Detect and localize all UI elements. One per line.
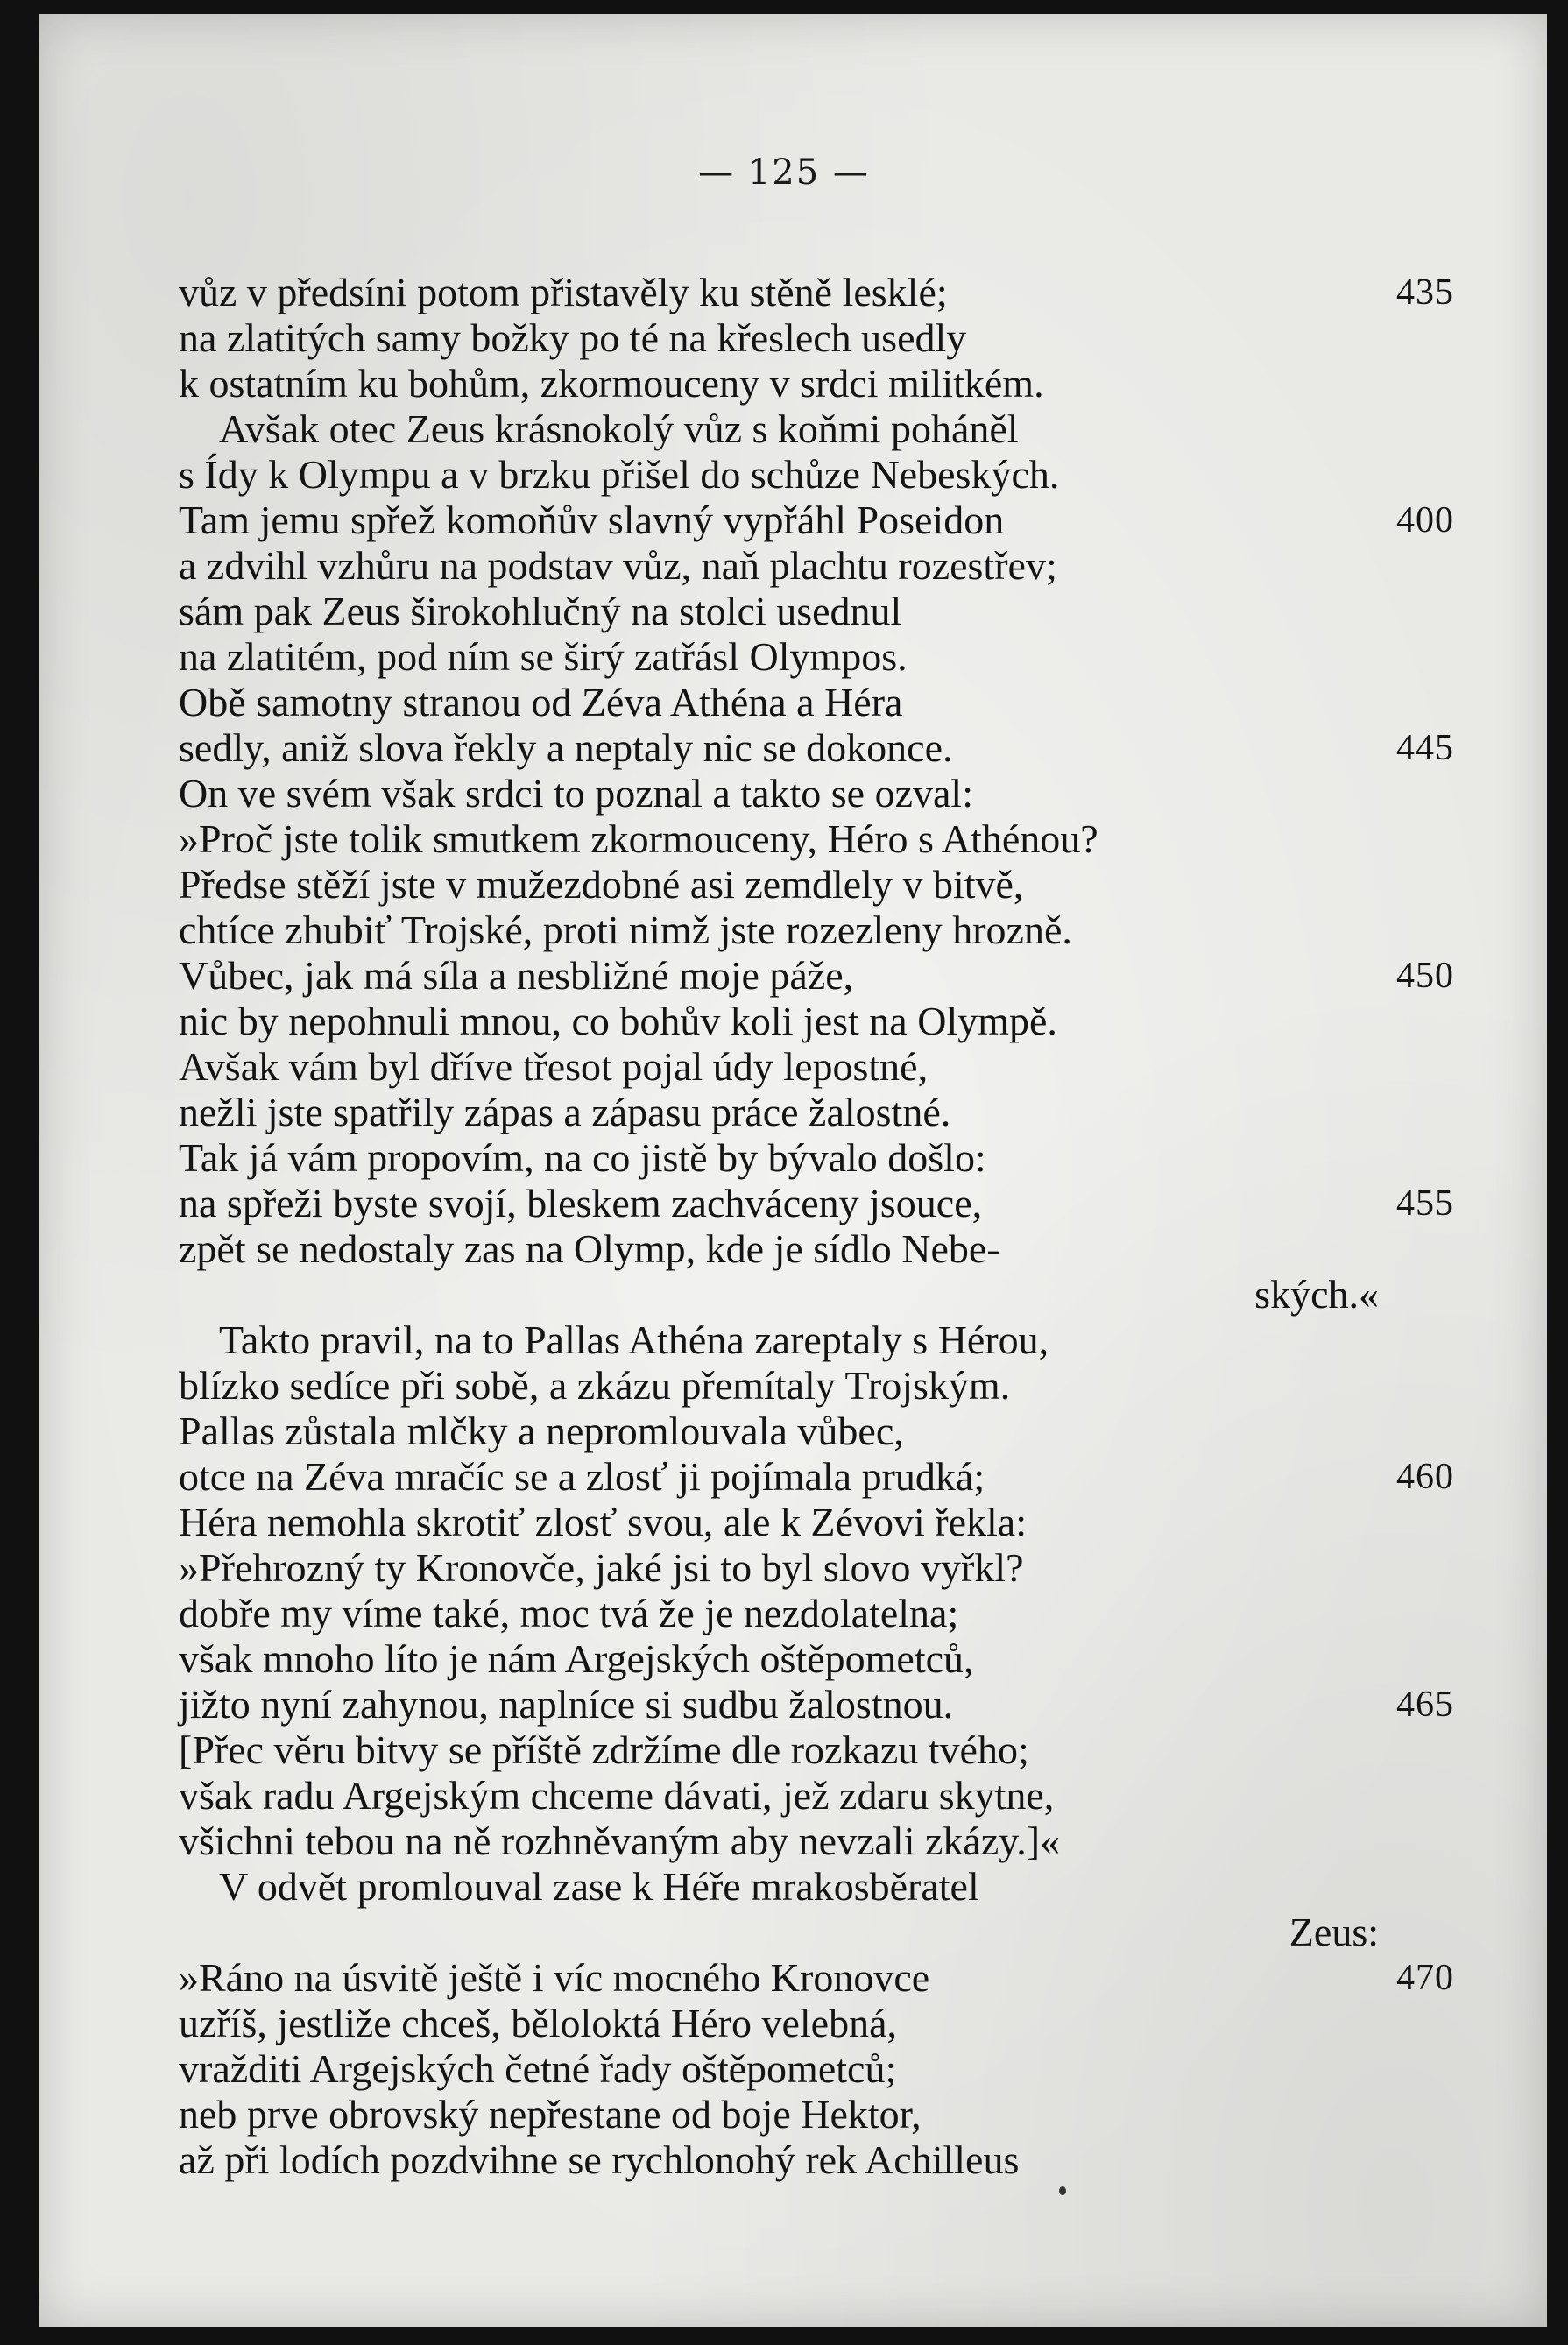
verse-line-text: neb prve obrovský nepřestane od boje Hektor, [179, 2092, 922, 2137]
verse-line-text: uzříš, jestliže chceš, běloloktá Héro velebná, [179, 2001, 898, 2045]
verse-line [179, 1910, 1379, 1955]
verse-line-text: chtíce zhubiť Trojské, proti nimž jste rozezleny hrozně. [179, 908, 1072, 952]
verse-line-text: otce na Zéva mračíc se a zlosť ji pojímala prudká; [179, 1454, 985, 1499]
verse-line [179, 953, 1454, 999]
verse-line [179, 771, 1379, 816]
verse-line [179, 1591, 1379, 1636]
verse-line [179, 589, 1379, 634]
verse-line [179, 1181, 1454, 1226]
verse-line-text: »Proč jste tolik smutkem zkormouceny, Héro s Athénou? [179, 816, 1098, 861]
verse-line [179, 1864, 1379, 1910]
verse-line-text: Vůbec, jak má síla a nesbližné moje páže, [179, 953, 854, 998]
verse-line-text: ských.« [1254, 1272, 1379, 1317]
page-number: — 125 — [698, 152, 870, 193]
line-number: 455 [1396, 1183, 1454, 1224]
verse-line [179, 725, 1454, 771]
verse-line-text: však radu Argejským chceme dávati, jež zdaru skytne, [179, 1773, 1055, 1818]
verse-line [179, 1044, 1379, 1090]
verse-line [179, 1226, 1379, 1272]
verse-line-text: V odvět promlouval zase k Héře mrakosběratel [219, 1864, 979, 1909]
verse-line-text: Zeus: [1289, 1910, 1379, 1954]
verse-line-text: s Ídy k Olympu a v brzku přišel do schůze Nebeských. [179, 452, 1060, 497]
verse-line-text: blízko sedíce při sobě, a zkázu přemítaly Trojským. [179, 1363, 1011, 1408]
verse-line [179, 1727, 1379, 1773]
line-number: 450 [1396, 956, 1454, 996]
verse-line [179, 1409, 1379, 1454]
line-number: 435 [1396, 272, 1454, 313]
verse-line [179, 1500, 1379, 1545]
verse-line-text: Takto pravil, na to Pallas Athéna zareptaly s Hérou, [219, 1317, 1049, 1362]
verse-line-text: Avšak vám byl dříve třesot pojal údy lepostné, [179, 1044, 929, 1089]
verse-line-text: Tak já vám propovím, na co jistě by bývalo došlo: [179, 1135, 986, 1180]
verse-line [179, 1955, 1454, 2001]
verse-line-text: vůz v předsíni potom přistavěly ku stěně lesklé; [179, 270, 948, 314]
verse-line [179, 2137, 1379, 2183]
verse-line-text: [Přec věru bitvy se příště zdržíme dle rozkazu tvého; [179, 1727, 1029, 1772]
verse-line [179, 1135, 1379, 1181]
verse-line [179, 543, 1379, 589]
verse-line [179, 270, 1454, 315]
verse-line-text: a zdvihl vzhůru na podstav vůz, naň plachtu rozestřev; [179, 543, 1057, 588]
verse-line [179, 816, 1379, 862]
verse-line-text: však mnoho líto je nám Argejských oštěpometců, [179, 1636, 974, 1681]
verse-line [179, 634, 1379, 680]
verse-line [179, 862, 1379, 908]
line-number: 445 [1396, 728, 1454, 768]
verse-line [179, 908, 1379, 953]
line-number: 400 [1396, 500, 1454, 540]
book-page [39, 14, 1547, 2327]
verse-line [179, 315, 1379, 361]
verse-line [179, 2092, 1379, 2137]
verse-line [179, 1317, 1379, 1363]
verse-text [179, 270, 1454, 2183]
verse-line-text: všichni tebou na ně rozhněvaným aby nevzali zkázy.]« [179, 1819, 1061, 1863]
verse-line [179, 452, 1379, 498]
verse-line [179, 1682, 1454, 1727]
verse-line-text: sám pak Zeus širokohlučný na stolci usednul [179, 589, 902, 633]
verse-line [179, 1090, 1379, 1135]
verse-line-text: nežli jste spatřily zápas a zápasu práce žalostné. [179, 1090, 951, 1134]
line-number: 460 [1396, 1457, 1454, 1497]
verse-line [179, 680, 1379, 725]
verse-line-text: Obě samotny stranou od Zéva Athéna a Héra [179, 680, 903, 724]
verse-line [179, 2001, 1379, 2046]
verse-line-text: zpět se nedostaly zas na Olymp, kde je sídlo Nebe- [179, 1226, 1000, 1271]
verse-line [179, 999, 1379, 1044]
verse-line-text: On ve svém však srdci to poznal a takto se ozval: [179, 771, 973, 816]
verse-line-text: »Ráno na úsvitě ještě i víc mocného Kronovce [179, 1955, 930, 2000]
verse-line [179, 1545, 1379, 1591]
verse-line-text: na zlatitém, pod ním se širý zatřásl Olympos. [179, 634, 908, 679]
verse-line-text: Héra nemohla skrotiť zlosť svou, ale k Zévovi řekla: [179, 1500, 1027, 1544]
verse-line [179, 1636, 1379, 1682]
verse-line-text: vražditi Argejských četné řady oštěpometců; [179, 2046, 897, 2091]
line-number: 470 [1396, 1958, 1454, 1998]
verse-line [179, 498, 1454, 543]
verse-line-text: až při lodích pozdvihne se rychlonohý rek Achilleus [179, 2137, 1020, 2182]
verse-line-text: jižto nyní zahynou, naplníce si sudbu žalostnou. [179, 1682, 954, 1727]
verse-line-text: »Přehrozný ty Kronovče, jaké jsi to byl slovo vyřkl? [179, 1545, 1024, 1590]
verse-line [179, 1773, 1379, 1819]
verse-line [179, 361, 1379, 406]
verse-line [179, 1819, 1379, 1864]
verse-line [179, 1454, 1454, 1500]
verse-line [179, 406, 1379, 452]
verse-line-text: k ostatním ku bohům, zkormouceny v srdci militkém. [179, 361, 1044, 406]
verse-line-text: dobře my víme také, moc tvá že je nezdolatelna; [179, 1591, 959, 1635]
verse-line [179, 2046, 1379, 2092]
verse-line-text: na spřeži byste svojí, bleskem zachváceny jsouce, [179, 1181, 983, 1225]
verse-line-text: Avšak otec Zeus krásnokolý vůz s koňmi poháněl [219, 406, 1019, 451]
verse-line-text: Pallas zůstala mlčky a nepromlouvala vůbec, [179, 1409, 904, 1453]
verse-line-text: nic by nepohnuli mnou, co bohův koli jest na Olympě. [179, 999, 1057, 1043]
verse-line-text: sedly, aniž slova řekly a neptaly nic se dokonce. [179, 725, 953, 770]
verse-line-text: na zlatitých samy božky po té na křeslech usedly [179, 315, 967, 360]
verse-line [179, 1272, 1379, 1317]
line-number: 465 [1396, 1685, 1454, 1725]
verse-line-text: Předse stěží jste v mužezdobné asi zemdlely v bitvě, [179, 862, 1024, 907]
verse-line-text: Tam jemu spřež komoňův slavný vypřáhl Poseidon [179, 498, 1005, 542]
verse-line [179, 1363, 1379, 1409]
ink-speck [1059, 2186, 1066, 2195]
